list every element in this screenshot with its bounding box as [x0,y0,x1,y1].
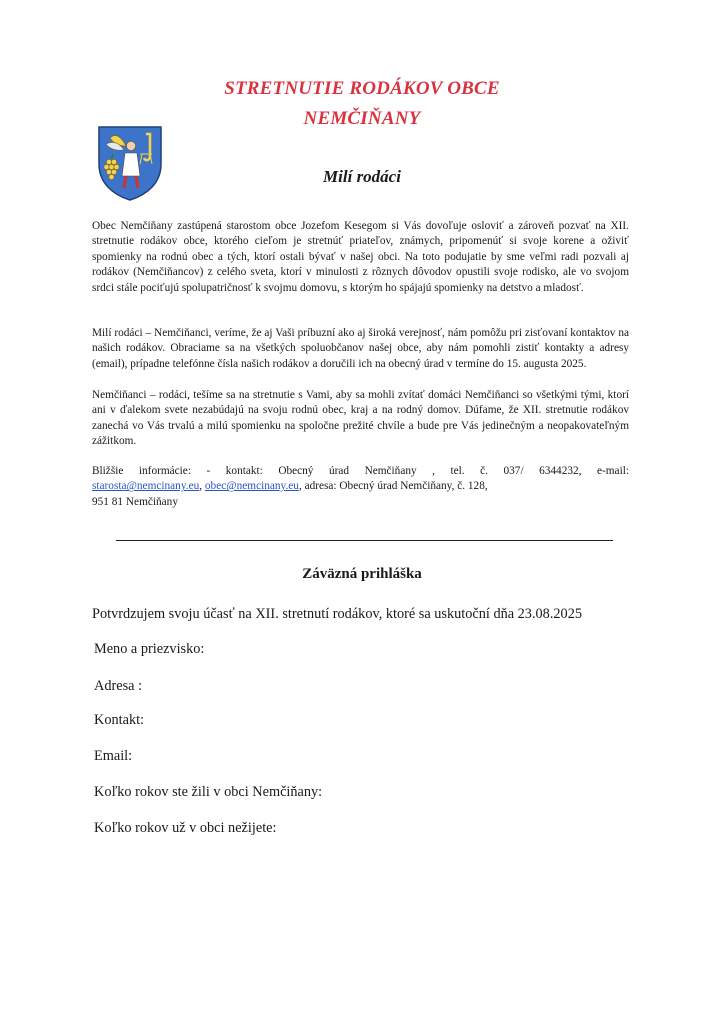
email-field-label: Email: [94,748,133,764]
contact-field-label: Kontakt: [94,712,145,728]
contact-info [92,464,629,510]
event-title-line2: NEMČIŇANY [303,108,421,129]
event-title-line1: STRETNUTIE RODÁKOV OBCE [224,78,500,99]
email-link-starosta[interactable]: starosta@nemcinany.eu [92,480,200,493]
years-away-field-label: Koľko rokov už v obci nežijete: [94,820,277,836]
email-link-obec[interactable]: obec@nemcinany.eu [204,480,299,493]
address-text: , adresa: Obecný úrad Nemčiňany, č. 128, [298,480,488,493]
email-separator: , [199,480,203,493]
contact-line-1: Bližšie informácie: - kontakt: Obecný úrad Nemčiňany , tel. č. 037/ 6344232, e-mail: [92,465,629,477]
greeting-heading: Milí rodáci [323,167,401,186]
contacts-request-paragraph: Milí rodáci – Nemčiňanci, veríme, že aj Vaši príbuzní ako aj široká verejnosť, nám pomôžu pri zisťovaní kontaktov na našich rodákov. Obraciame sa na všetkých spoluobčanov našej obce, aby nám pomohli zistiť kontakty a adresy (email), prípadne telefónne čísla našich rodákov a doručili ich na obecný úrad v termíne do 15. augusta 2025. [92,327,629,370]
section-divider [116,540,613,541]
form-title: Záväzná prihláška [302,566,422,582]
name-field-label: Meno a priezvisko: [94,641,205,657]
years-lived-field-label: Koľko rokov ste žili v obci Nemčiňany: [94,784,323,800]
contact-line-2 [92,479,629,494]
confirmation-text: Potvrdzujem svoju účasť na XII. stretnutí rodákov, ktoré sa uskutoční dňa 23.08.2025 [92,606,582,622]
address-field-label: Adresa : [94,678,143,694]
invitation-paragraph: Obec Nemčiňany zastúpená starostom obce Jozefom Kesegom si Vás dovoľuje osloviť a zároveň pozvať na XII. stretnutie rodákov obce, ktorého cieľom je stretnúť priateľov, známych, pripomenúť si svoje korene a oživiť spomienky na rodnú obec a tých, ktorí ostali bývať v našej obci. Na toto podujatie by sme veľmi radi pozvali aj rodákov (Nemčiňancov) z celého sveta, ktorí v minulosti z rôznych dôvodov opustili svoje rodisko, ale vo svojom srdci stále pociťujú spolupatričnosť k svojmu domovu, s ktorým ho spájajú spomienky na detstvo a mladosť. [92,220,629,294]
contact-line-3: 951 81 Nemčiňany [92,495,178,508]
welcome-paragraph: Nemčiňanci – rodáci, tešíme sa na stretnutie s Vami, aby sa mohli zvítať domáci Nemčiňanci so všetkými tými, ktorí ani v ďalekom svete nezabúdajú na svoju rodnú obec, kraj a na rodný domov. Dúfame, že XII. stretnutie rodákov zanechá vo Vás trvalú a milú spomienku na spoločne prežité chvíle a bude pre Vás jedinečným a neopakovateľným zážitkom. [92,389,629,448]
coat-of-arms-icon [96,124,164,202]
